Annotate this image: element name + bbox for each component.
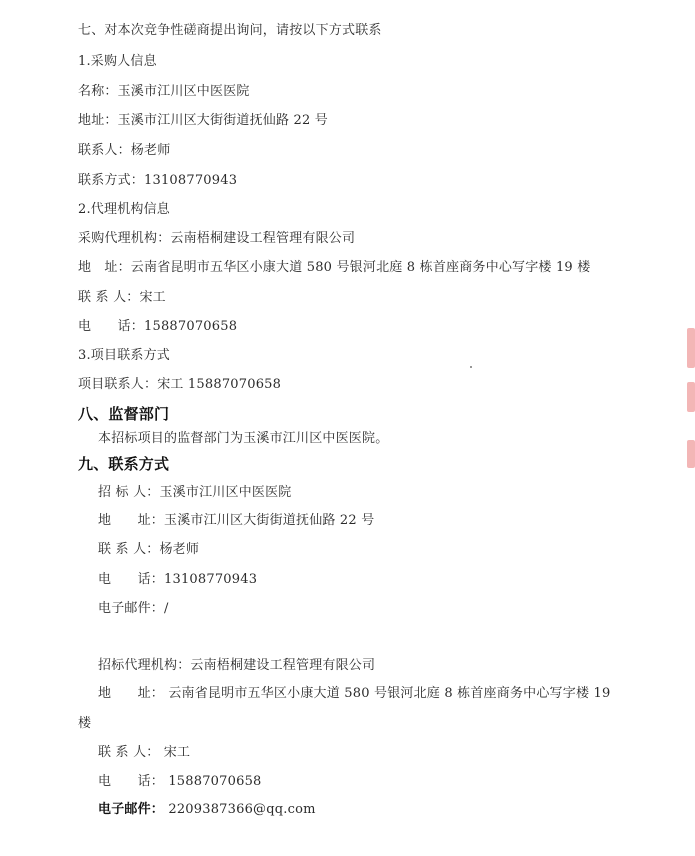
tenderer-phone: 电 话：13108770943: [98, 572, 258, 587]
section7-heading: 七、对本次竞争性磋商提出询问，请按以下方式联系: [78, 23, 382, 38]
supervisor-text: 本招标项目的监督部门为玉溪市江川区中医医院。: [98, 431, 389, 446]
agency-info-title: 2.代理机构信息: [78, 202, 171, 217]
tender-agency-email-row: [98, 801, 316, 819]
tender-agency-phone: 电 话： 15887070658: [98, 774, 262, 789]
section8-heading: 八、监督部门: [78, 405, 170, 423]
tenderer-name: 招 标 人：玉溪市江川区中医医院: [98, 485, 292, 500]
tenderer-email: 电子邮件：/: [98, 601, 169, 616]
project-contact-title: 3.项目联系方式: [78, 348, 171, 363]
agency-phone: 电 话：15887070658: [78, 319, 238, 334]
seal-fragment-top: [687, 328, 695, 368]
section9-heading: 九、联系方式: [78, 455, 170, 473]
seal-fragment-bottom: [687, 440, 695, 468]
purchaser-address: 地址：玉溪市江川区大街街道抚仙路 22 号: [78, 113, 329, 128]
tender-agency-email-label: 电子邮件：: [98, 802, 165, 817]
agency-address: 地 址：云南省昆明市五华区小康大道 580 号银河北庭 8 栋首座商务中心写字楼 19 楼: [78, 260, 591, 275]
tender-agency-address-cont: 楼: [78, 716, 92, 731]
purchaser-contact: 联系人：杨老师: [78, 143, 171, 158]
tender-agency-email: 2209387366@qq.com: [164, 802, 316, 817]
purchaser-phone: 联系方式：13108770943: [78, 173, 238, 188]
agency-name: 采购代理机构：云南梧桐建设工程管理有限公司: [78, 231, 356, 246]
tenderer-address: 地 址：玉溪市江川区大街街道抚仙路 22 号: [98, 513, 375, 528]
agency-contact: 联 系 人：宋工: [78, 290, 166, 305]
tender-agency-address: 地 址： 云南省昆明市五华区小康大道 580 号银河北庭 8 栋首座商务中心写字楼 19: [98, 686, 611, 701]
purchaser-name: 名称：玉溪市江川区中医医院: [78, 84, 250, 99]
tender-agency-name: 招标代理机构：云南梧桐建设工程管理有限公司: [98, 658, 376, 673]
tender-agency-contact: 联 系 人： 宋工: [98, 745, 191, 760]
purchaser-info-title: 1.采购人信息: [78, 54, 157, 69]
scan-speck: [470, 366, 472, 368]
tenderer-contact: 联 系 人：杨老师: [98, 542, 200, 557]
seal-fragment-middle: [687, 382, 695, 412]
project-contact: 项目联系人：宋工 15887070658: [78, 377, 282, 392]
